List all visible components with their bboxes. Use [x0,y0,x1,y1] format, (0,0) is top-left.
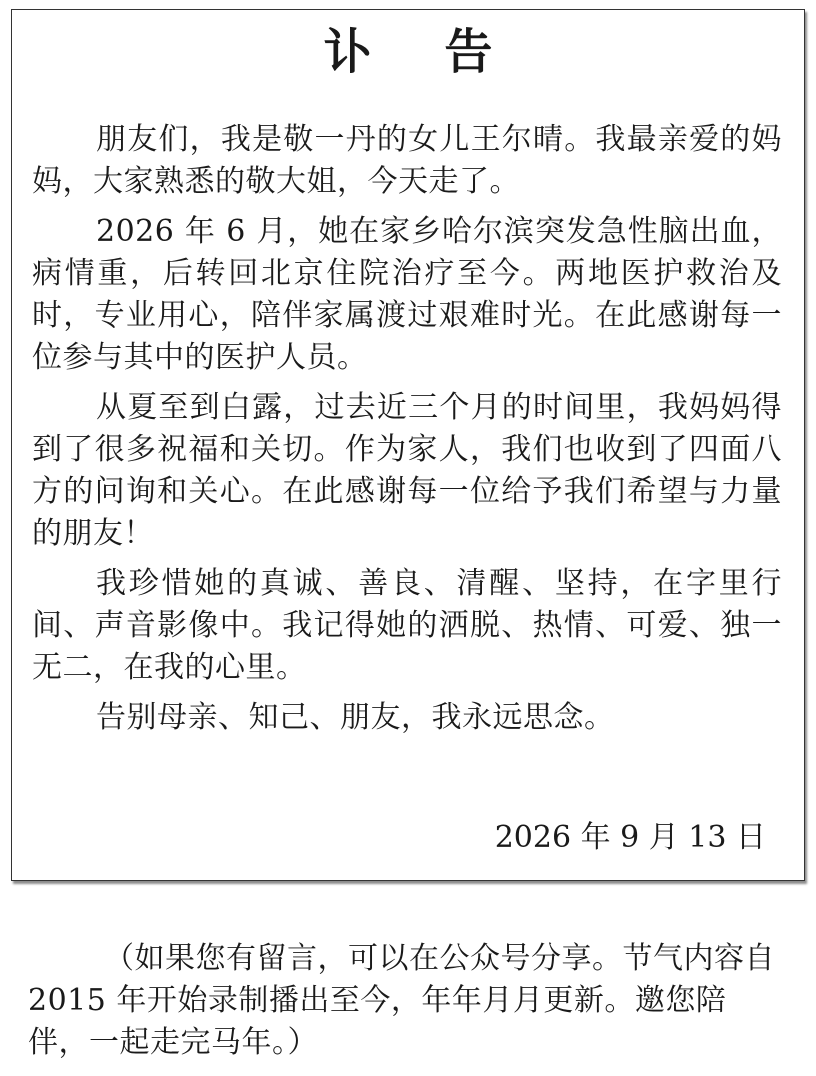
paragraph-intro: 朋友们，我是敬一丹的女儿王尔晴。我最亲爱的妈妈，大家熟悉的敬大姐，今天走了。 [32,122,782,199]
obituary-notice-box [11,9,805,881]
paragraph-farewell: 告别母亲、知己、朋友，我永远思念。 [96,700,615,735]
paragraph-illness: 2026 年 6 月，她在家乡哈尔滨突发急性脑出血，病情重，后转回北京住院治疗至今。两地医护救治及时，专业用心，陪伴家属渡过艰难时光。在此感谢每一位参与其中的医护人员。 [32,214,782,375]
paragraph-thanks: 从夏至到白露，过去近三个月的时间里，我妈妈得到了很多祝福和关切。作为家人，我们也收到了四面八方的问询和关心。在此感谢每一位给予我们希望与力量的朋友！ [32,390,782,551]
notice-date: 2026 年 9 月 13 日 [494,820,766,855]
footnote-text: （如果您有留言，可以在公众号分享。节气内容自 2015 年开始录制播出至今，年年月月更新。邀您陪伴，一起走完马年。） [28,941,775,1060]
paragraph-memories: 我珍惜她的真诚、善良、清醒、坚持，在字里行间、声音影像中。我记得她的洒脱、热情、可爱、独一无二，在我的心里。 [32,566,782,685]
notice-body [32,119,782,747]
notice-title: 讣 告 [323,24,521,80]
